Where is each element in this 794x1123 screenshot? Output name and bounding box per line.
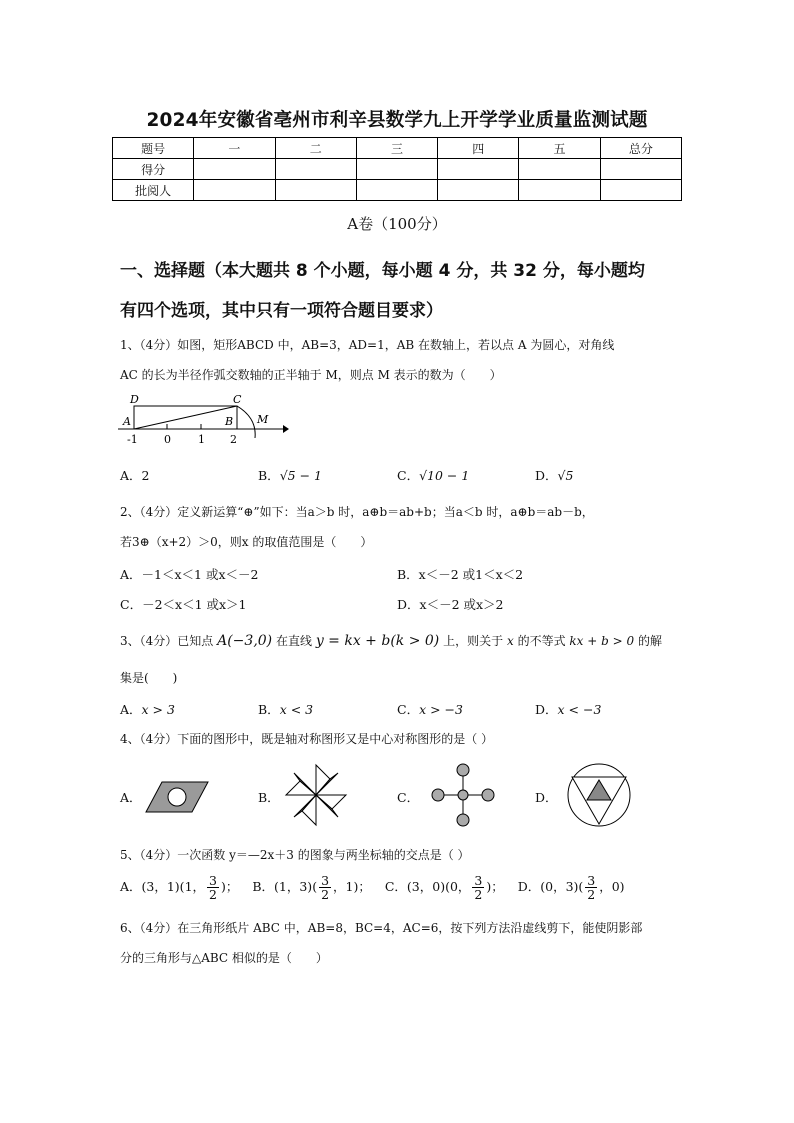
q3-option-a-label: A． (120, 702, 142, 717)
q1-option-b-label: B． (258, 468, 280, 483)
q6-line1: 6、（4分）在三角形纸片 ABC 中，AB=8，BC=4，AC=6，按下列方法沿虚线剪下，能使阴影部 (120, 921, 643, 935)
fraction-numerator: 3 (474, 873, 483, 888)
q3-text: 上，则关于 (443, 634, 504, 648)
q1-option-a[interactable]: A．2 (120, 468, 150, 483)
q5-option-b-text: B．(1，3)( (252, 879, 318, 894)
fraction-denominator: 2 (587, 887, 596, 902)
q5-option-b[interactable] (252, 873, 371, 902)
score-cell[interactable] (519, 159, 600, 180)
q3-math-x: x (506, 634, 514, 648)
q5-option-d-text: ，0) (599, 879, 625, 894)
score-cell[interactable] (600, 159, 681, 180)
score-cell[interactable] (356, 159, 437, 180)
q2-line1: 2、（4分）定义新运算“⊕”如下：当a＞b 时，a⊕b＝ab+b；当a＜b 时，a⊕b＝ab－b， (120, 505, 594, 519)
q1-line2: AC 的长为半径作弧交数轴的正半轴于 M，则点 M 表示的数为（ ） (120, 368, 502, 382)
q4-option-c-label[interactable]: C． (397, 790, 420, 805)
circle-triangles-icon[interactable] (566, 762, 632, 828)
pinwheel-icon[interactable] (283, 762, 349, 828)
q5-option-c-text: C．(3，0)(0， (384, 879, 471, 894)
point-label-b: B (225, 415, 234, 428)
score-row-label: 批阅人 (113, 180, 194, 201)
q1-option-b[interactable] (258, 466, 322, 484)
q5-option-d[interactable] (517, 873, 625, 902)
q3-option-d-math: x < −3 (557, 702, 602, 717)
q4-option-a-label[interactable]: A． (120, 790, 142, 805)
score-table-header-row (113, 138, 682, 159)
score-header-cell: 三 (356, 138, 437, 159)
q3-option-c[interactable] (397, 700, 463, 718)
q3-line2: 集是( ) (120, 671, 178, 685)
score-table-row (113, 159, 682, 180)
q3-option-b-label: B． (258, 702, 280, 717)
q1-option-d[interactable] (535, 466, 573, 484)
score-header-cell: 二 (275, 138, 356, 159)
fraction (585, 874, 597, 901)
score-header-cell: 一 (194, 138, 275, 159)
score-cell[interactable] (275, 180, 356, 201)
score-cell[interactable] (275, 159, 356, 180)
q1-option-c[interactable] (397, 466, 469, 484)
page-title: 2024年安徽省亳州市利辛县数学九上开学学业质量监测试题 (146, 110, 648, 131)
q3-text: 的解 (637, 634, 662, 648)
point-label-m: M (257, 413, 269, 426)
fraction-numerator: 3 (321, 873, 330, 888)
q5-line1: 5、（4分）一次函数 y＝—2x＋3 的图象与两坐标轴的交点是（ ） (120, 848, 470, 862)
score-cell[interactable] (194, 159, 275, 180)
q5-option-a-text: )； (220, 879, 239, 894)
fraction-denominator: 2 (474, 887, 483, 902)
score-header-cell: 总分 (600, 138, 681, 159)
tick-label: 2 (230, 433, 237, 446)
score-cell[interactable] (194, 180, 275, 201)
q1-option-d-math: √5 (557, 468, 574, 483)
q4-line1: 4、（4分）下面的图形中，既是轴对称图形又是中心对称图形的是（ ） (120, 732, 494, 746)
section-a-title: A卷（100分） (347, 215, 447, 233)
q3-option-d-label: D． (535, 702, 558, 717)
diagonal-ac (134, 406, 237, 429)
arc-to-m (237, 406, 255, 438)
q4-option-d-label[interactable]: D． (535, 790, 558, 805)
score-cell[interactable] (438, 180, 519, 201)
q3-math-point: A(−3,0) (217, 633, 273, 649)
q5-option-b-text: ，1)； (333, 879, 371, 894)
q3-math-inequality: kx + b > 0 (569, 634, 635, 648)
q3-line1 (120, 632, 682, 649)
score-header-cell: 四 (438, 138, 519, 159)
score-table (112, 137, 682, 201)
q3-option-a-math: x > 3 (141, 702, 175, 717)
score-cell[interactable] (600, 180, 681, 201)
q2-option-c[interactable]: C．－2＜x＜1 或x＞1 (120, 597, 247, 612)
q3-text: 的不等式 (517, 634, 566, 648)
q2-line2: 若3⊕（x+2）＞0，则x 的取值范围是（ ） (120, 535, 373, 549)
q3-text: 在直线 (275, 634, 312, 648)
score-cell[interactable] (356, 180, 437, 201)
fraction (319, 874, 331, 901)
score-header-cell: 五 (519, 138, 600, 159)
q3-text: 3、（4分）已知点 (120, 634, 214, 648)
q3-option-a[interactable] (120, 700, 175, 718)
score-cell[interactable] (519, 180, 600, 201)
q5-option-c-text: )； (486, 879, 504, 894)
q5-option-d-text: D．(0，3)( (517, 879, 584, 894)
q3-option-c-label: C． (397, 702, 420, 717)
cross-circles-icon[interactable] (430, 762, 496, 828)
q5-options-row (120, 874, 625, 901)
tick-label: 1 (198, 433, 205, 446)
part1-heading-line2: 有四个选项，其中只有一项符合题目要求） (120, 301, 443, 321)
q5-option-a-text: A．(3，1)(1， (120, 879, 206, 894)
fraction-numerator: 3 (209, 873, 217, 888)
q1-option-c-label: C． (397, 468, 420, 483)
q1-option-b-math: √5 − 1 (279, 468, 322, 483)
q3-option-c-math: x > −3 (419, 702, 463, 717)
q3-math-line: y = kx + b(k > 0) (315, 633, 440, 649)
q1-line1: 1、（4分）如图，矩形ABCD 中，AB=3，AD=1，AB 在数轴上，若以点 A 为圆心，对角线 (120, 338, 615, 352)
point-label-c: C (233, 393, 242, 406)
score-header-cell: 题号 (113, 138, 194, 159)
score-row-label: 得分 (113, 159, 194, 180)
fraction-denominator: 2 (209, 887, 217, 902)
axis-arrow-icon (283, 425, 289, 433)
part1-heading-line1: 一、选择题（本大题共 8 个小题，每小题 4 分，共 32 分，每小题均 (120, 261, 645, 281)
fraction (207, 874, 219, 901)
score-table-row (113, 180, 682, 201)
tick-label: 0 (164, 433, 171, 446)
tick-label: -1 (127, 433, 138, 446)
fraction-denominator: 2 (321, 887, 330, 902)
point-label-a: A (123, 415, 131, 428)
fraction (472, 874, 484, 901)
point-label-d: D (130, 393, 139, 406)
q4-option-b-label[interactable]: B． (258, 790, 280, 805)
score-cell[interactable] (438, 159, 519, 180)
q3-option-d[interactable] (535, 700, 601, 718)
parallelogram-with-circle-icon[interactable] (144, 780, 210, 814)
fraction-numerator: 3 (587, 873, 596, 888)
q2-option-a[interactable]: A．－1＜x＜1 或x＜－2 (120, 567, 259, 582)
q1-number-line-figure (115, 388, 290, 446)
q1-option-c-math: √10 − 1 (419, 468, 470, 483)
q5-option-a[interactable] (120, 873, 239, 902)
q3-option-b[interactable] (258, 700, 313, 718)
q1-option-d-label: D． (535, 468, 558, 483)
q3-option-b-math: x < 3 (279, 702, 314, 717)
q5-option-c[interactable] (384, 873, 504, 902)
q6-line2: 分的三角形与△ABC 相似的是（ ） (120, 951, 328, 965)
q2-option-d[interactable]: D．x＜－2 或x＞2 (397, 597, 504, 612)
q2-option-b[interactable]: B．x＜－2 或1＜x＜2 (397, 567, 524, 582)
